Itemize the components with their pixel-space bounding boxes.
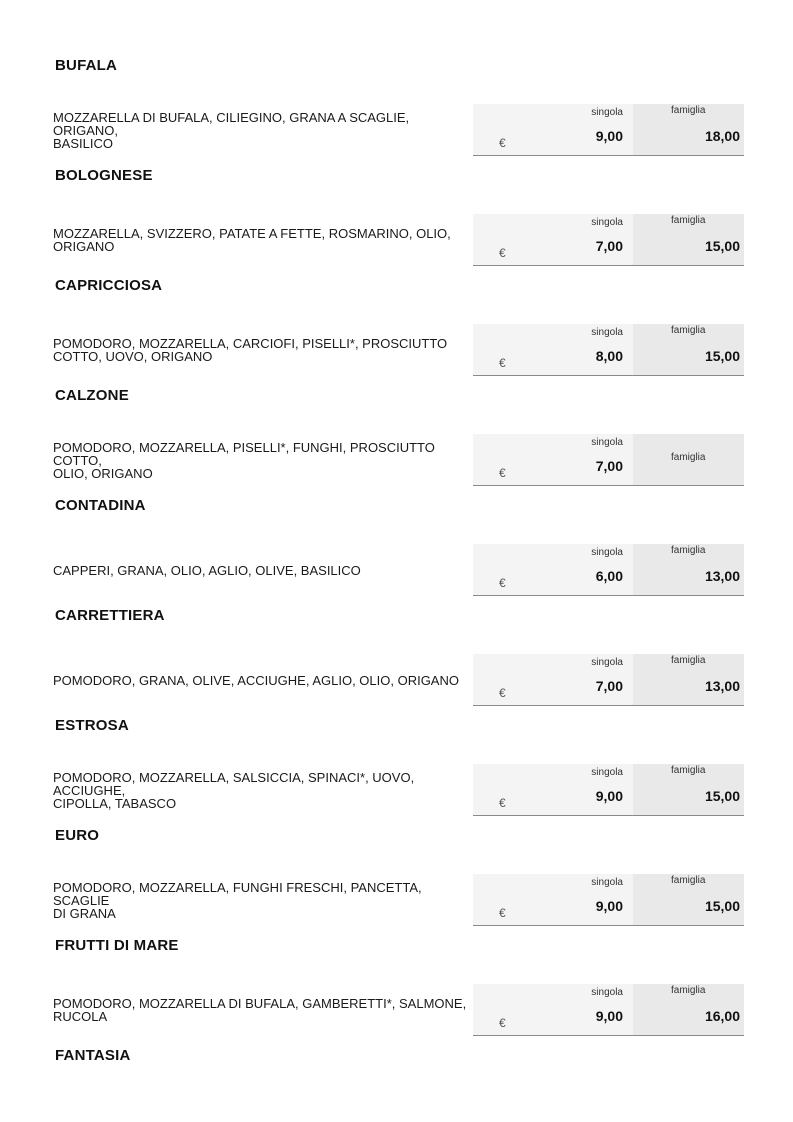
currency-symbol: € [499, 796, 506, 810]
menu-item [0, 220, 793, 370]
item-description-line: MOZZARELLA, SVIZZERO, PATATE A FETTE, ROSMARINO, OLIO, [53, 226, 451, 241]
price-family: 18,00 [704, 128, 740, 144]
menu-item [0, 440, 793, 590]
price-family: 15,00 [704, 348, 740, 364]
price-single-label: singola [591, 107, 623, 118]
item-description-line: POMODORO, MOZZARELLA, SALSICCIA, SPINACI*, UOVO, ACCIUGHE, [53, 769, 415, 798]
currency-symbol: € [499, 906, 506, 920]
item-name: BUFALA [55, 57, 118, 74]
price-family-label: famiglia [671, 215, 706, 226]
price-family-label: famiglia [671, 875, 706, 886]
price-family-label: famiglia [671, 545, 706, 556]
item-name: ESTROSA [55, 717, 129, 734]
price-single: 7,00 [595, 678, 623, 694]
menu-item [0, 330, 793, 481]
item-description-line: POMODORO, MOZZARELLA DI BUFALA, GAMBERETTI*, SALMONE, [53, 996, 467, 1011]
menu-item [0, 990, 793, 1100]
menu-item [0, 550, 793, 700]
price-family-label: famiglia [671, 985, 706, 996]
currency-symbol: € [499, 246, 506, 260]
price-family: 15,00 [704, 788, 740, 804]
price-single-label: singola [591, 877, 623, 888]
item-name: FANTASIA [55, 1047, 131, 1064]
item-description-line: OLIO, ORIGANO [53, 465, 153, 481]
price-single: 9,00 [595, 788, 623, 804]
price-family-label: famiglia [671, 325, 706, 336]
item-description-line: DI GRANA [53, 905, 116, 921]
currency-symbol: € [499, 356, 506, 370]
item-description-line: COTTO, UOVO, ORIGANO [53, 349, 213, 364]
menu-item [0, 660, 793, 811]
menu-item [0, 880, 793, 1030]
price-family: 13,00 [704, 678, 740, 694]
price-family-label: famiglia [671, 452, 706, 463]
item-description-line: CAPPERI, GRANA, OLIO, AGLIO, OLIVE, BASILICO [53, 562, 361, 578]
item-name: CONTADINA [55, 497, 146, 514]
currency-symbol: € [499, 576, 506, 590]
price-single-label: singola [591, 547, 623, 558]
price-family: 13,00 [704, 568, 740, 584]
price-family-label: famiglia [671, 765, 706, 776]
item-description-line: CIPOLLA, TABASCO [53, 795, 177, 811]
price-single: 7,00 [595, 458, 623, 474]
item-description-line: RUCOLA [53, 1009, 108, 1024]
price-single: 8,00 [595, 348, 623, 364]
price-family: 16,00 [704, 1008, 740, 1024]
menu-item [0, 770, 793, 921]
price-single-label: singola [591, 657, 623, 668]
item-description-line: POMODORO, MOZZARELLA, PISELLI*, FUNGHI, PROSCIUTTO COTTO, [53, 439, 435, 468]
price-family: 15,00 [704, 238, 740, 254]
price-family: 15,00 [704, 898, 740, 914]
currency-symbol: € [499, 1016, 506, 1030]
item-name: BOLOGNESE [55, 167, 153, 184]
price-single-label: singola [591, 437, 623, 448]
menu-item [0, 0, 793, 151]
currency-symbol: € [499, 466, 506, 480]
currency-symbol: € [499, 136, 506, 150]
price-family-label: famiglia [671, 105, 706, 116]
item-description-line: POMODORO, GRANA, OLIVE, ACCIUGHE, AGLIO, OLIO, ORIGANO [53, 672, 459, 688]
item-name: CALZONE [55, 387, 129, 404]
price-single-label: singola [591, 767, 623, 778]
item-description-line: MOZZARELLA DI BUFALA, CILIEGINO, GRANA A SCAGLIE, ORIGANO, [53, 109, 410, 138]
price-single: 7,00 [595, 238, 623, 254]
price-single: 6,00 [595, 568, 623, 584]
item-name: CARRETTIERA [55, 607, 165, 624]
price-single: 9,00 [595, 128, 623, 144]
price-single-label: singola [591, 987, 623, 998]
item-description-line: ORIGANO [53, 239, 115, 254]
currency-symbol: € [499, 686, 506, 700]
item-name: CAPRICCIOSA [55, 277, 163, 294]
item-description-line: POMODORO, MOZZARELLA, CARCIOFI, PISELLI*, PROSCIUTTO [53, 336, 448, 351]
item-name: EURO [55, 827, 100, 844]
menu-item [0, 110, 793, 260]
price-single-label: singola [591, 327, 623, 338]
item-name: FRUTTI DI MARE [55, 937, 179, 954]
price-single: 9,00 [595, 898, 623, 914]
price-family-label: famiglia [671, 655, 706, 666]
item-description-line: BASILICO [53, 135, 113, 151]
price-single: 9,00 [595, 1008, 623, 1024]
item-description-line: POMODORO, MOZZARELLA, FUNGHI FRESCHI, PANCETTA, SCAGLIE [53, 879, 422, 908]
price-single-label: singola [591, 217, 623, 228]
